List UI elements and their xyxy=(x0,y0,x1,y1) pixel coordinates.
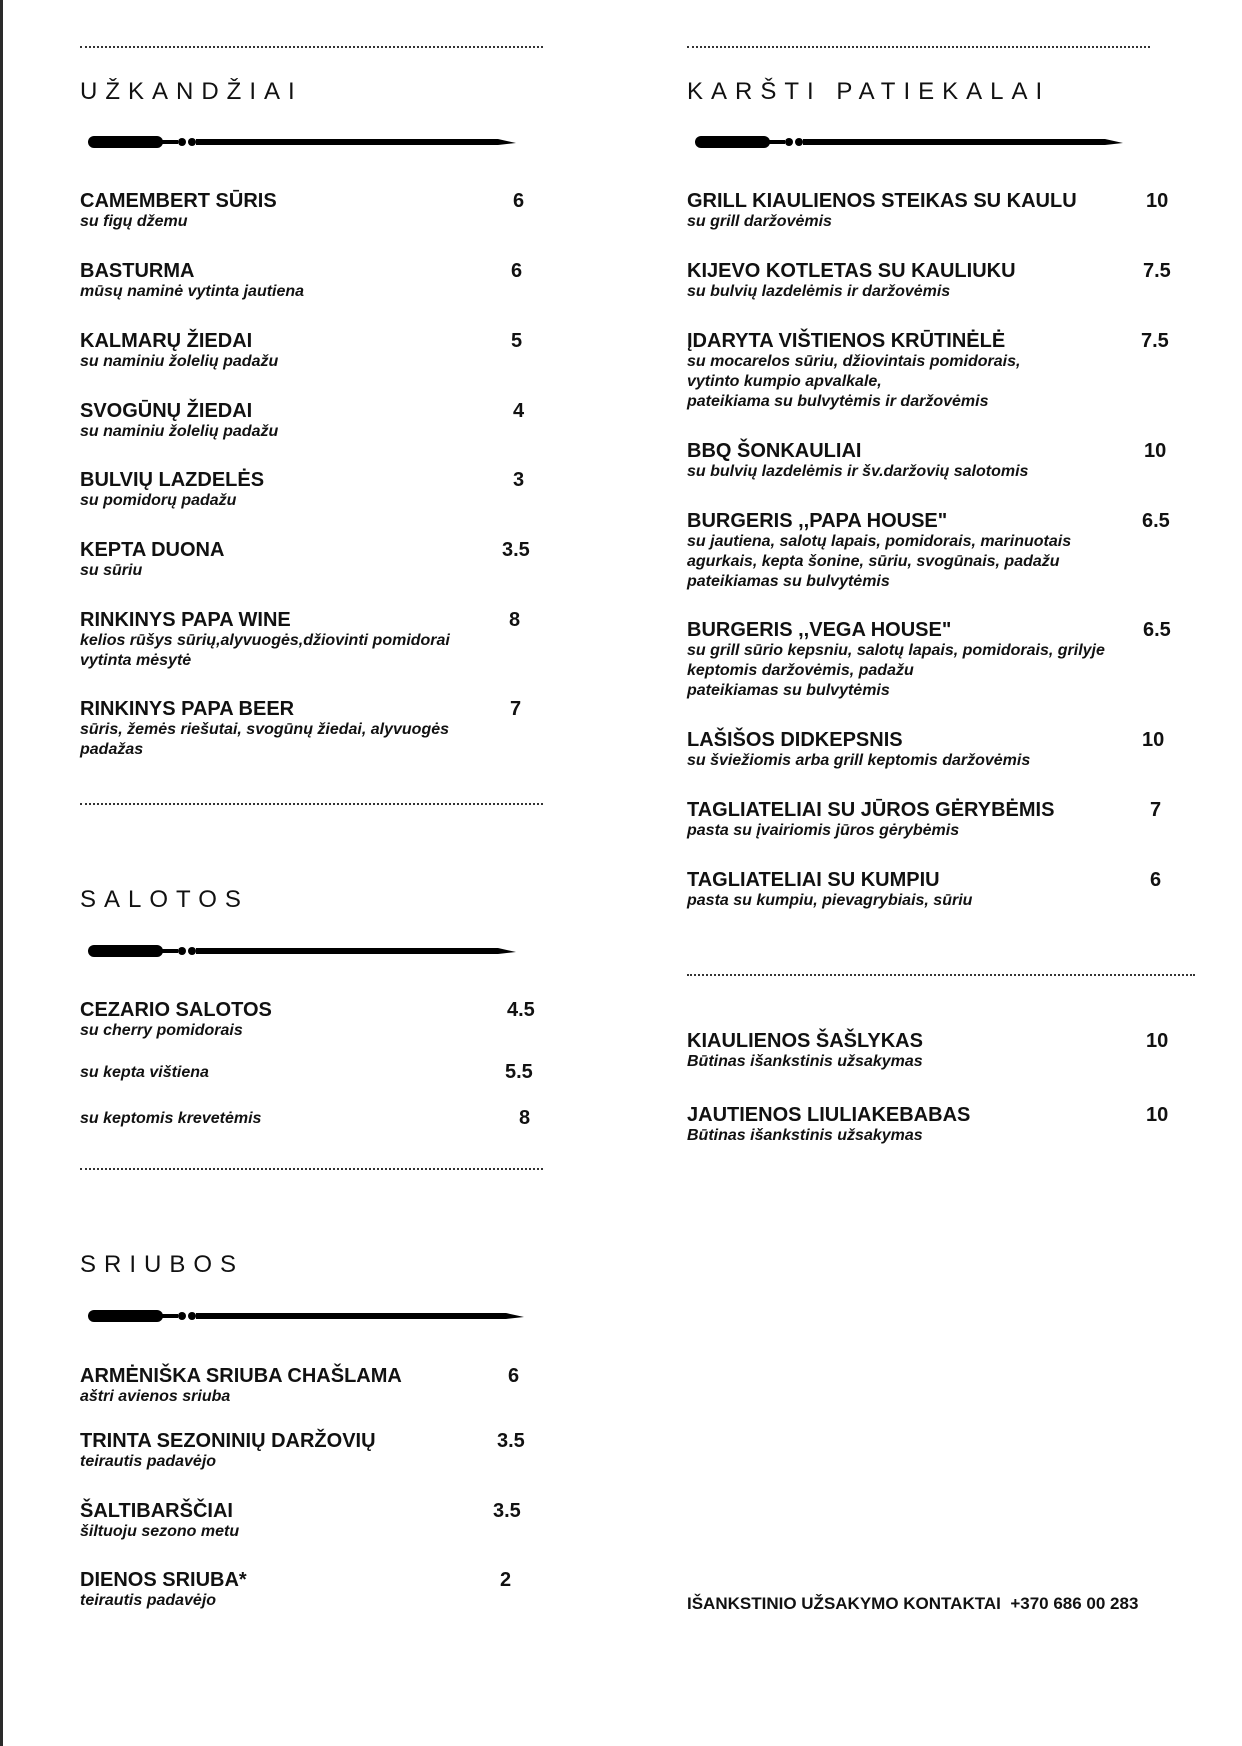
item-description: su grill sūrio kepsniu, salotų lapais, pomidorais, grilyje xyxy=(687,642,1105,659)
item-description: aštri avienos sriuba xyxy=(80,1388,231,1405)
section-title-hot-dishes: KARŠTI PATIEKALAI xyxy=(687,78,1051,105)
item-name: CAMEMBERT SŪRIS xyxy=(80,190,277,212)
item-price: 10 xyxy=(1146,1104,1169,1126)
item-price: 4.5 xyxy=(507,999,535,1021)
section-title-soups: SRIUBOS xyxy=(80,1251,245,1278)
menu-item xyxy=(687,330,1187,412)
item-name: CEZARIO SALOTOS xyxy=(80,999,272,1021)
menu-item xyxy=(687,260,1187,302)
item-description-line-2: keptomis daržovėmis, padažu xyxy=(687,662,914,679)
item-name: ŠALTIBARŠČIAI xyxy=(80,1500,233,1522)
item-description: su bulvių lazdelėmis ir daržovėmis xyxy=(687,283,951,300)
item-name: JAUTIENOS LIULIAKEBABAS xyxy=(687,1104,971,1126)
item-description-line-3: pateikiamas su bulvytėmis xyxy=(687,682,890,699)
item-name: BURGERIS ,,PAPA HOUSE" xyxy=(687,510,948,532)
dotted-divider xyxy=(80,1168,543,1170)
item-name: TAGLIATELIAI SU KUMPIU xyxy=(687,869,940,891)
item-description-line-2: vytinta mėsytė xyxy=(80,652,192,669)
item-description: su mocarelos sūriu, džiovintais pomidorais, xyxy=(687,353,1021,370)
menu-item xyxy=(80,609,543,671)
contact-phone[interactable]: +370 686 00 283 xyxy=(1010,1594,1139,1613)
item-price: 10 xyxy=(1146,190,1169,212)
item-name: TAGLIATELIAI SU JŪROS GĖRYBĖMIS xyxy=(687,799,1055,821)
item-description: su cherry pomidorais xyxy=(80,1022,243,1039)
menu-item xyxy=(687,729,1187,771)
item-price: 8 xyxy=(519,1107,531,1129)
item-description: teirautis padavėjo xyxy=(80,1453,217,1470)
menu-item xyxy=(687,190,1187,232)
item-description: su keptomis krevetėmis xyxy=(80,1110,262,1127)
item-description-line-3: pateikiamas su bulvytėmis xyxy=(687,573,890,590)
item-description: pasta su įvairiomis jūros gėrybėmis xyxy=(687,822,960,839)
item-name: RINKINYS PAPA WINE xyxy=(80,609,291,631)
item-price: 6 xyxy=(513,190,525,212)
item-description-line-3: pateikiama su bulvytėmis ir daržovėmis xyxy=(687,393,989,410)
item-price: 2 xyxy=(500,1569,512,1591)
item-name: RINKINYS PAPA BEER xyxy=(80,698,295,720)
menu-item xyxy=(687,799,1187,841)
item-description: su naminiu žolelių padažu xyxy=(80,423,279,440)
item-price: 10 xyxy=(1144,440,1167,462)
menu-item xyxy=(80,330,543,372)
item-description-line-2: vytinto kumpio apvalkale, xyxy=(687,373,882,390)
item-name: KIJEVO KOTLETAS SU KAULIUKU xyxy=(687,260,1016,282)
item-description: kelios rūšys sūrių,alyvuogės,džiovinti pomidorai xyxy=(80,632,450,649)
item-name: DIENOS SRIUBA* xyxy=(80,1569,247,1591)
menu-item xyxy=(687,510,1187,592)
item-price: 5.5 xyxy=(505,1061,533,1083)
dotted-divider xyxy=(687,46,1150,48)
item-price: 8 xyxy=(509,609,521,631)
fork-divider-icon xyxy=(88,132,518,152)
item-price: 3 xyxy=(513,469,525,491)
item-description: su pomidorų padažu xyxy=(80,492,237,509)
menu-item xyxy=(80,1109,543,1129)
menu-item xyxy=(687,1030,1187,1072)
item-description: teirautis padavėjo xyxy=(80,1592,217,1609)
menu-item xyxy=(80,1569,543,1611)
item-description: su figų džemu xyxy=(80,213,188,230)
menu-item xyxy=(687,1104,1187,1146)
item-name: LAŠIŠOS DIDKEPSNIS xyxy=(687,729,903,751)
item-description: mūsų naminė vytinta jautiena xyxy=(80,283,305,300)
fork-divider-icon xyxy=(695,132,1125,152)
item-price: 4 xyxy=(513,400,525,422)
item-name: BBQ ŠONKAULIAI xyxy=(687,440,862,462)
menu-item xyxy=(687,440,1187,482)
fork-divider-icon xyxy=(88,941,518,961)
item-description: sūris, žemės riešutai, svogūnų žiedai, alyvuogės xyxy=(80,721,450,738)
item-price: 10 xyxy=(1146,1030,1169,1052)
item-description: pasta su kumpiu, pievagrybiais, sūriu xyxy=(687,892,973,909)
item-price: 7 xyxy=(1150,799,1162,821)
item-description: su šviežiomis arba grill keptomis daržovėmis xyxy=(687,752,1031,769)
item-price: 6 xyxy=(508,1365,520,1387)
item-name: KIAULIENOS ŠAŠLYKAS xyxy=(687,1030,923,1052)
menu-item xyxy=(80,400,543,442)
item-name: ĮDARYTA VIŠTIENOS KRŪTINĖLĖ xyxy=(687,330,1006,352)
item-name: BURGERIS ,,VEGA HOUSE" xyxy=(687,619,952,641)
item-price: 7 xyxy=(510,698,522,720)
item-price: 3.5 xyxy=(497,1430,525,1452)
menu-item xyxy=(687,619,1187,701)
item-description-line-2: padažas xyxy=(80,741,144,758)
item-name: SVOGŪNŲ ŽIEDAI xyxy=(80,400,253,422)
item-description: su naminiu žolelių padažu xyxy=(80,353,279,370)
section-title-appetizers: UŽKANDŽIAI xyxy=(80,78,303,105)
item-description: Būtinas išankstinis užsakymas xyxy=(687,1127,923,1144)
item-description: su bulvių lazdelėmis ir šv.daržovių salotomis xyxy=(687,463,1029,480)
item-price: 6.5 xyxy=(1143,619,1171,641)
menu-item xyxy=(687,869,1187,911)
item-name: BULVIŲ LAZDELĖS xyxy=(80,469,265,491)
item-price: 6 xyxy=(511,260,523,282)
item-description: Būtinas išankstinis užsakymas xyxy=(687,1053,923,1070)
fork-divider-icon xyxy=(88,1306,528,1326)
menu-item xyxy=(80,260,543,302)
menu-item xyxy=(80,1500,543,1542)
item-price: 5 xyxy=(511,330,523,352)
item-price: 3.5 xyxy=(502,539,530,561)
menu-item xyxy=(80,1365,543,1407)
item-description-line-2: agurkais, kepta šonine, sūriu, svogūnais, padažu xyxy=(687,553,1060,570)
menu-item xyxy=(80,1430,543,1472)
preorder-contact xyxy=(687,1594,1138,1614)
item-price: 7.5 xyxy=(1141,330,1169,352)
item-description: su jautiena, salotų lapais, pomidorais, marinuotais xyxy=(687,533,1072,550)
item-name: KEPTA DUONA xyxy=(80,539,225,561)
page-left-edge xyxy=(0,0,3,1746)
item-description: su sūriu xyxy=(80,562,143,579)
item-name: BASTURMA xyxy=(80,260,195,282)
item-name: ARMĖNIŠKA SRIUBA CHAŠLAMA xyxy=(80,1365,402,1387)
item-description: su grill daržovėmis xyxy=(687,213,832,230)
menu-item xyxy=(80,698,543,760)
item-price: 6.5 xyxy=(1142,510,1170,532)
item-price: 10 xyxy=(1142,729,1165,751)
item-description: su kepta vištiena xyxy=(80,1064,209,1081)
dotted-divider xyxy=(80,46,543,48)
item-price: 6 xyxy=(1150,869,1162,891)
item-description: šiltuoju sezono metu xyxy=(80,1523,240,1540)
dotted-divider xyxy=(687,974,1195,976)
item-name: KALMARŲ ŽIEDAI xyxy=(80,330,253,352)
menu-item xyxy=(80,469,543,511)
menu-item xyxy=(80,539,543,581)
item-name: GRILL KIAULIENOS STEIKAS SU KAULU xyxy=(687,190,1077,212)
menu-item xyxy=(80,999,543,1041)
item-price: 3.5 xyxy=(493,1500,521,1522)
section-title-salads: SALOTOS xyxy=(80,886,249,913)
menu-item xyxy=(80,1063,543,1083)
item-price: 7.5 xyxy=(1143,260,1171,282)
contact-label: IŠANKSTINIO UŽSAKYMO KONTAKTAI xyxy=(687,1594,1001,1613)
menu-item xyxy=(80,190,543,232)
dotted-divider xyxy=(80,803,543,805)
item-name: TRINTA SEZONINIŲ DARŽOVIŲ xyxy=(80,1430,376,1452)
